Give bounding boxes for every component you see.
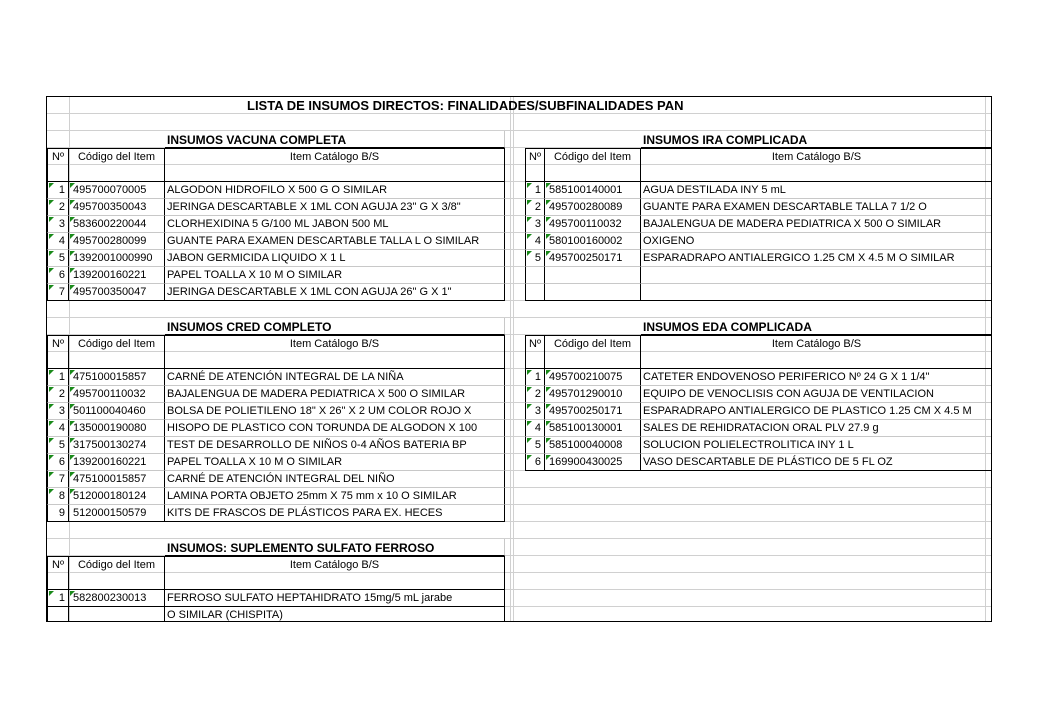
item-code: 585100140001 xyxy=(545,182,641,199)
item-description: BAJALENGUA DE MADERA PEDIATRICA X 500 O SIMILAR xyxy=(641,216,992,233)
row-number: 6 xyxy=(525,454,545,471)
row-number: 1 xyxy=(47,590,69,607)
item-description: CARNÉ DE ATENCIÓN INTEGRAL DEL NIÑO xyxy=(165,471,505,488)
header-item: Item Catálogo B/S xyxy=(641,148,992,182)
item-code: 495700350043 xyxy=(69,199,165,216)
item-description: CARNÉ DE ATENCIÓN INTEGRAL DE LA NIÑA xyxy=(165,369,505,386)
item-description-continued: O SIMILAR (CHISPITA) xyxy=(165,607,505,622)
item-code: 139200160221 xyxy=(69,454,165,471)
item-description: PAPEL TOALLA X 10 M O SIMILAR xyxy=(165,454,505,471)
row-number: 5 xyxy=(47,250,69,267)
item-description: ESPARADRAPO ANTIALERGICO DE PLASTICO 1.25 CM X 4.5 M xyxy=(641,403,992,420)
row-number: 2 xyxy=(525,199,545,216)
row-number: 5 xyxy=(47,437,69,454)
item-code: 580100160002 xyxy=(545,233,641,250)
item-description: PAPEL TOALLA X 10 M O SIMILAR xyxy=(165,267,505,284)
item-description: HISOPO DE PLASTICO CON TORUNDA DE ALGODON X 100 xyxy=(165,420,505,437)
row-number: 4 xyxy=(525,420,545,437)
item-code: 495700110032 xyxy=(69,386,165,403)
ira-section-heading: INSUMOS IRA COMPLICADA xyxy=(641,131,992,148)
header-item: Item Catálogo B/S xyxy=(165,556,505,590)
row-number: 1 xyxy=(525,182,545,199)
item-code: 585100040008 xyxy=(545,437,641,454)
sulfato-section-heading: INSUMOS: SUPLEMENTO SULFATO FERROSO xyxy=(165,539,505,556)
row-number: 2 xyxy=(47,199,69,216)
item-description: KITS DE FRASCOS DE PLÁSTICOS PARA EX. HECES xyxy=(165,505,505,522)
item-code: 495700350047 xyxy=(69,284,165,301)
item-description: GUANTE PARA EXAMEN DESCARTABLE TALLA 7 1/2 O xyxy=(641,199,992,216)
item-code: 475100015857 xyxy=(69,369,165,386)
row-number: 8 xyxy=(47,488,69,505)
cred-section-heading: INSUMOS CRED COMPLETO xyxy=(165,318,505,335)
empty-cell xyxy=(525,267,545,284)
eda-section-heading: INSUMOS EDA COMPLICADA xyxy=(641,318,992,335)
header-code: Código del Item xyxy=(545,148,641,182)
header-num: Nº xyxy=(47,556,69,590)
empty-cell xyxy=(545,267,641,284)
item-description: EQUIPO DE VENOCLISIS CON AGUJA DE VENTILACION xyxy=(641,386,992,403)
header-num: Nº xyxy=(525,335,545,369)
row-number: 3 xyxy=(47,403,69,420)
item-code: 139200160221 xyxy=(69,267,165,284)
item-code: 495700070005 xyxy=(69,182,165,199)
item-code: 1392001000990 xyxy=(69,250,165,267)
item-description: TEST DE DESARROLLO DE NIÑOS 0-4 AÑOS BATERIA BP xyxy=(165,437,505,454)
empty-cell xyxy=(545,284,641,301)
row-number: 6 xyxy=(47,267,69,284)
item-code: 495701290010 xyxy=(545,386,641,403)
item-description: SOLUCION POLIELECTROLITICA INY 1 L xyxy=(641,437,992,454)
item-description: ALGODON HIDROFILO X 500 G O SIMILAR xyxy=(165,182,505,199)
grid-column-line xyxy=(510,97,511,621)
item-code: 475100015857 xyxy=(69,471,165,488)
item-code: 512000150579 xyxy=(69,505,165,522)
item-code: 582800230013 xyxy=(69,590,165,607)
header-num: Nº xyxy=(525,148,545,182)
header-num: Nº xyxy=(47,335,69,369)
row-number: 2 xyxy=(525,386,545,403)
row-number: 3 xyxy=(525,216,545,233)
sheet-title: LISTA DE INSUMOS DIRECTOS: FINALIDADES/SUBFINALIDADES PAN xyxy=(247,98,684,113)
header-code: Código del Item xyxy=(69,335,165,369)
header-item: Item Catálogo B/S xyxy=(165,335,505,369)
row-number: 4 xyxy=(47,420,69,437)
empty-cell xyxy=(69,607,165,622)
item-description: GUANTE PARA EXAMEN DESCARTABLE TALLA L O SIMILAR xyxy=(165,233,505,250)
row-number: 6 xyxy=(47,454,69,471)
empty-cell xyxy=(47,607,69,622)
header-code: Código del Item xyxy=(69,556,165,590)
row-number: 1 xyxy=(525,369,545,386)
empty-cell xyxy=(641,284,992,301)
item-code: 317500130274 xyxy=(69,437,165,454)
item-description: JERINGA DESCARTABLE X 1ML CON AGUJA 26" G X 1" xyxy=(165,284,505,301)
grid-column-line xyxy=(513,97,514,621)
item-code: 585100130001 xyxy=(545,420,641,437)
empty-cell xyxy=(525,284,545,301)
item-description: LAMINA PORTA OBJETO 25mm X 75 mm x 10 O SIMILAR xyxy=(165,488,505,505)
row-number: 1 xyxy=(47,182,69,199)
row-number: 2 xyxy=(47,386,69,403)
vacuna-section-heading: INSUMOS VACUNA COMPLETA xyxy=(165,131,505,148)
item-description: BOLSA DE POLIETILENO 18" X 26" X 2 UM COLOR ROJO X xyxy=(165,403,505,420)
header-item: Item Catálogo B/S xyxy=(165,148,505,182)
item-code: 501100040460 xyxy=(69,403,165,420)
item-description: FERROSO SULFATO HEPTAHIDRATO 15mg/5 mL jarabe xyxy=(165,590,505,607)
row-number: 5 xyxy=(525,250,545,267)
row-number: 4 xyxy=(525,233,545,250)
item-code: 495700250171 xyxy=(545,250,641,267)
row-number: 5 xyxy=(525,437,545,454)
header-item: Item Catálogo B/S xyxy=(641,335,992,369)
item-code: 495700110032 xyxy=(545,216,641,233)
header-code: Código del Item xyxy=(69,148,165,182)
item-code: 495700280089 xyxy=(545,199,641,216)
item-code: 512000180124 xyxy=(69,488,165,505)
item-description: CATETER ENDOVENOSO PERIFERICO Nº 24 G X 1 1/4" xyxy=(641,369,992,386)
row-number: 9 xyxy=(47,505,69,522)
row-number: 7 xyxy=(47,284,69,301)
item-code: 495700210075 xyxy=(545,369,641,386)
item-description: JERINGA DESCARTABLE X 1ML CON AGUJA 23" G X 3/8" xyxy=(165,199,505,216)
row-number: 3 xyxy=(525,403,545,420)
spreadsheet xyxy=(46,96,992,622)
empty-cell xyxy=(641,267,992,284)
row-number: 1 xyxy=(47,369,69,386)
item-description: ESPARADRAPO ANTIALERGICO 1.25 CM X 4.5 M O SIMILAR xyxy=(641,250,992,267)
item-code: 169900430025 xyxy=(545,454,641,471)
item-description: OXIGENO xyxy=(641,233,992,250)
item-description: AGUA DESTILADA INY 5 mL xyxy=(641,182,992,199)
item-description: JABON GERMICIDA LIQUIDO X 1 L xyxy=(165,250,505,267)
item-code: 495700280099 xyxy=(69,233,165,250)
header-num: Nº xyxy=(47,148,69,182)
item-description: VASO DESCARTABLE DE PLÁSTICO DE 5 FL OZ xyxy=(641,454,992,471)
item-code: 495700250171 xyxy=(545,403,641,420)
row-number: 4 xyxy=(47,233,69,250)
item-description: BAJALENGUA DE MADERA PEDIATRICA X 500 O SIMILAR xyxy=(165,386,505,403)
row-number: 3 xyxy=(47,216,69,233)
header-code: Código del Item xyxy=(545,335,641,369)
item-code: 583600220044 xyxy=(69,216,165,233)
item-code: 135000190080 xyxy=(69,420,165,437)
row-number: 7 xyxy=(47,471,69,488)
item-description: SALES DE REHIDRATACION ORAL PLV 27.9 g xyxy=(641,420,992,437)
item-description: CLORHEXIDINA 5 G/100 ML JABON 500 ML xyxy=(165,216,505,233)
